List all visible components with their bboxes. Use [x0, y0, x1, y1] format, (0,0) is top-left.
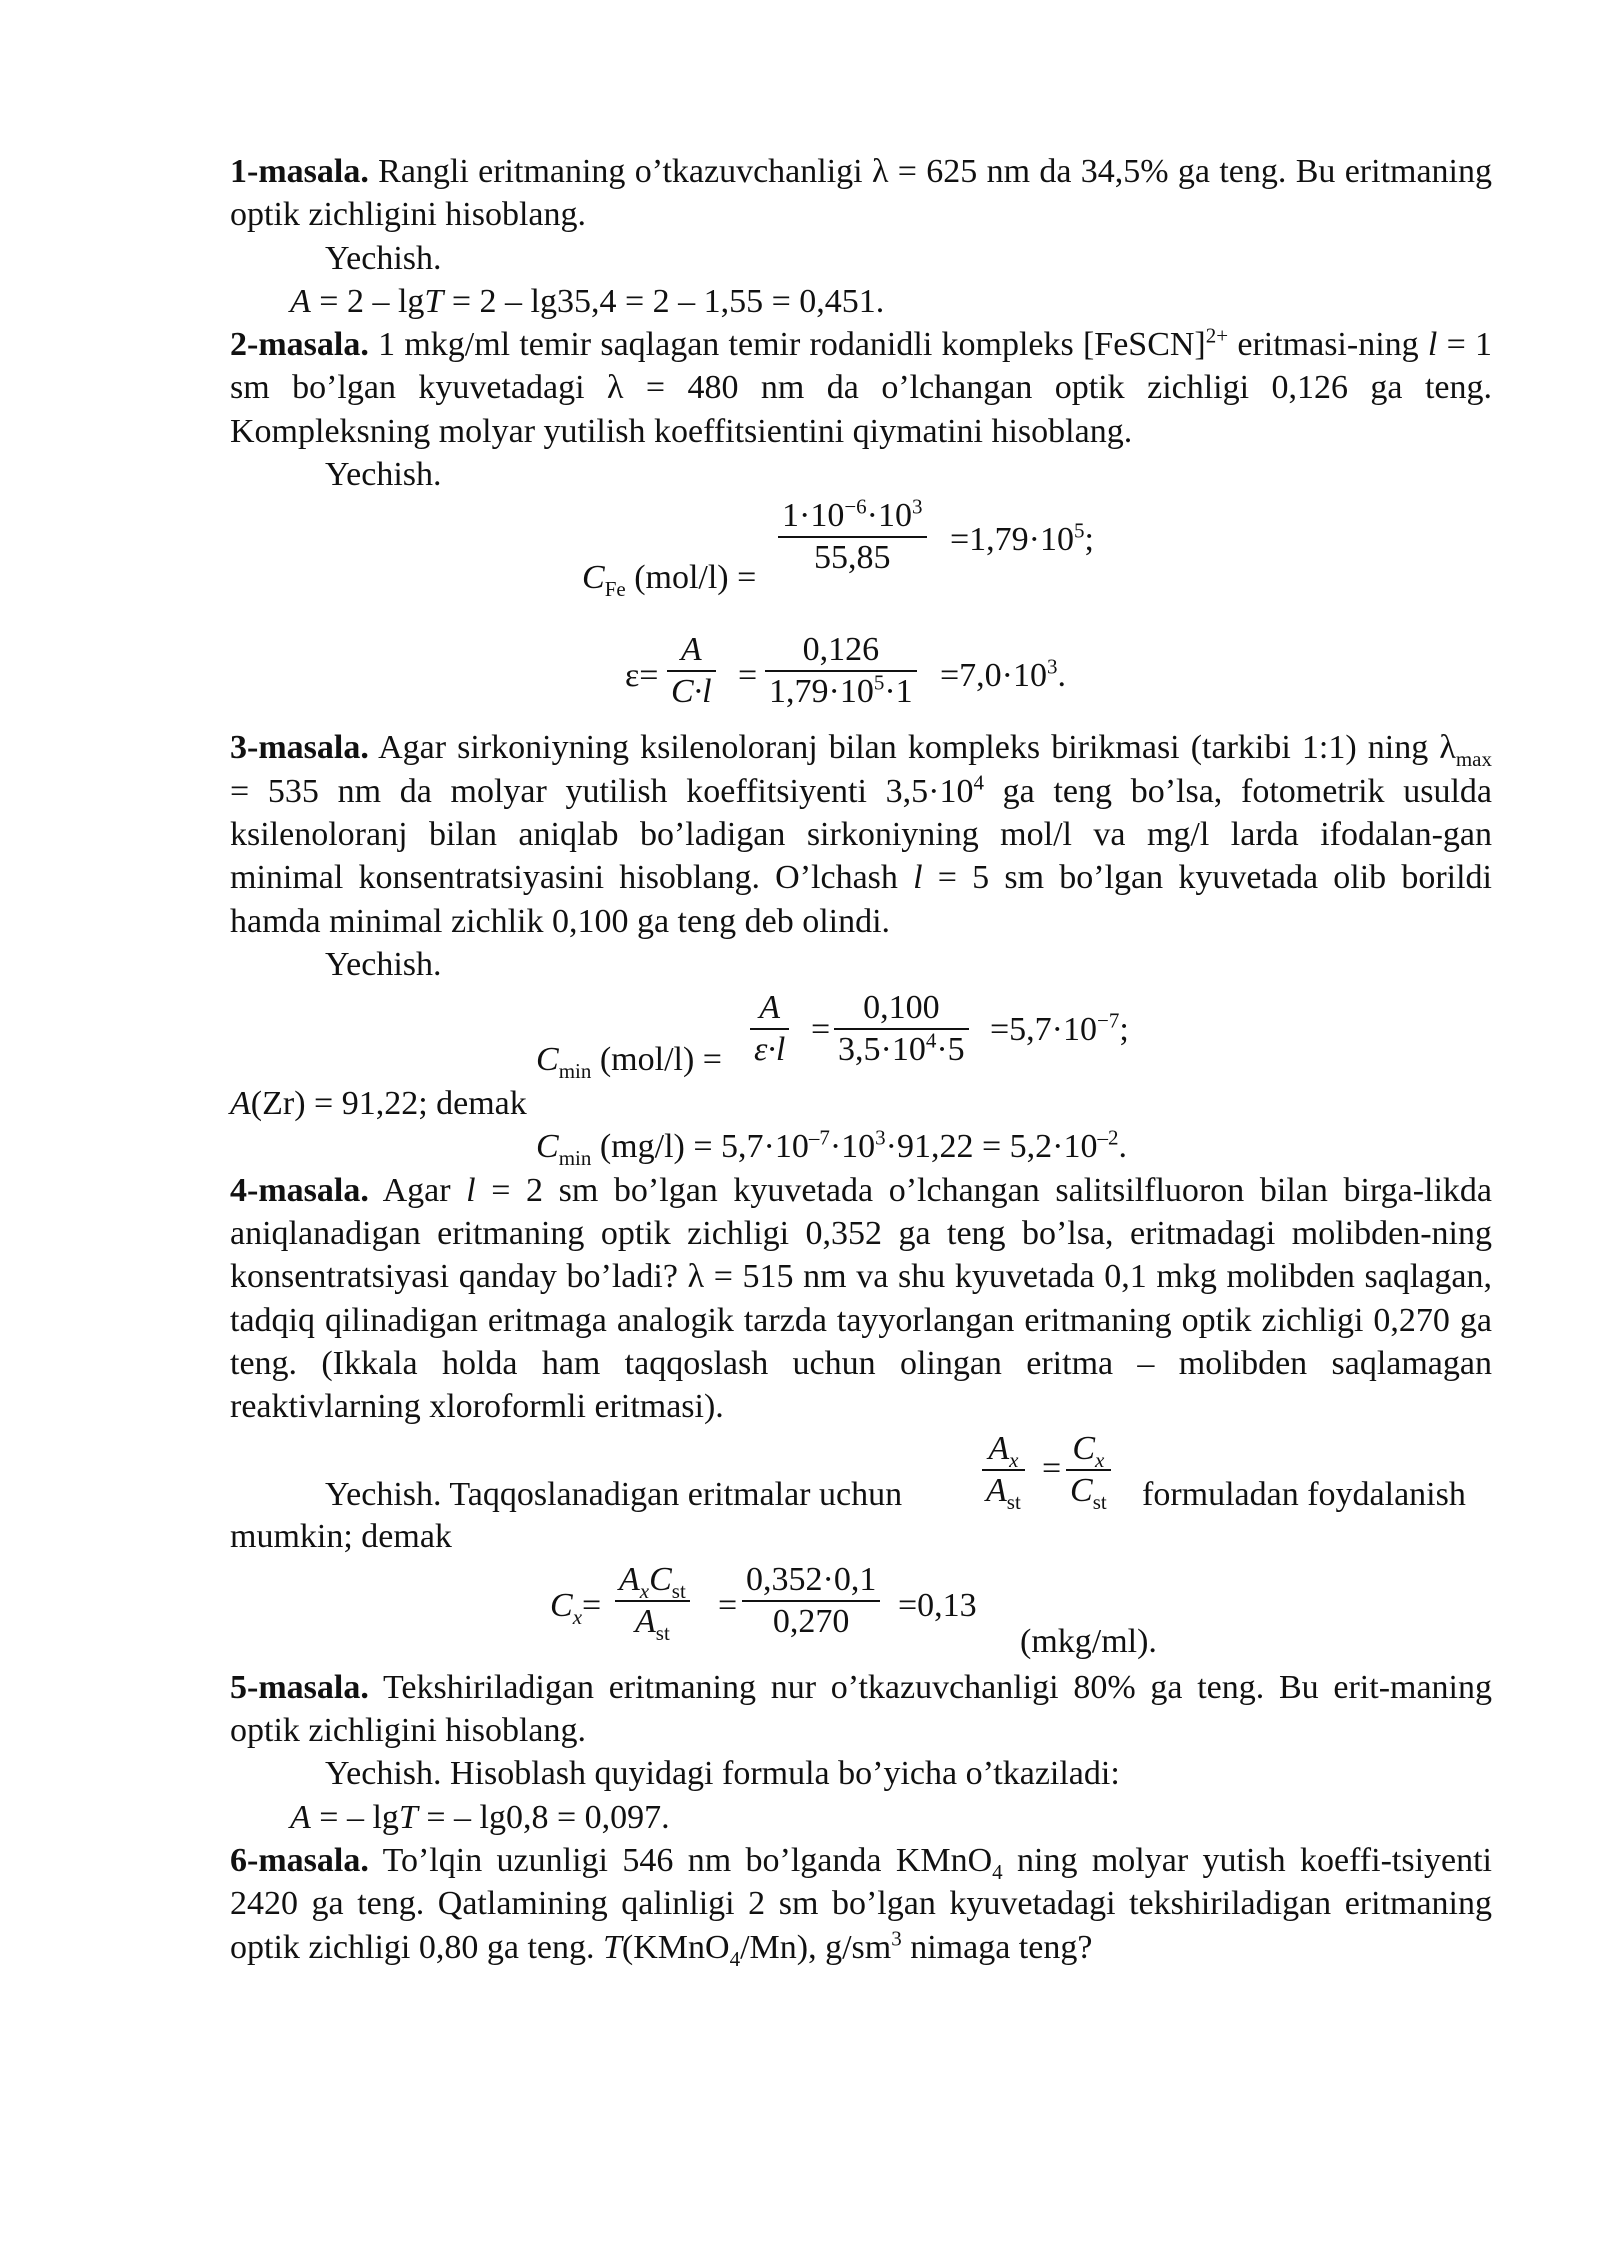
equals-sign: =	[1042, 1449, 1062, 1487]
fraction-numerator: 0,100	[834, 988, 969, 1030]
epsilon-label: ε=	[625, 657, 659, 695]
symbol-l: l	[466, 1171, 476, 1209]
problem-4-solution-text: Yechish. Taqqoslanadigan eritmalar uchun	[325, 1475, 903, 1513]
problem-6-statement: 6-masala. To’lqin uzunligi 546 nm bo’lganda KMnO$_4$ ning molyar yutish koeffi-tsiyenti 2420 ga teng. Qatlamining qalinligi 2 sm bo’lgan kyuvetadagi tekshiriladigan eritmaning optik zichligi 0,80 ga teng. T(KMnO$_4$/Mn), $g/sm^3$ nimaga teng?	[230, 1842, 1492, 1971]
cmin-fraction-1	[750, 988, 789, 1070]
problem-2-concentration-formula	[230, 496, 1492, 606]
problem-4-solution-text-2: formuladan foydalanish	[1142, 1475, 1466, 1513]
equals-sign: =	[738, 657, 758, 695]
problem-2-statement	[230, 323, 1492, 453]
fraction-denominator: $C_{st}$	[1070, 1471, 1107, 1514]
problem-4-title: 4-masala.	[230, 1171, 369, 1209]
problem-1-solution-label: Yechish.	[325, 239, 442, 277]
symbol-l: l	[1427, 326, 1438, 364]
fraction-numerator: 0,126	[765, 630, 917, 672]
epsilon-fraction-2	[765, 630, 917, 712]
cx-result: =0,13	[898, 1586, 977, 1624]
problem-3-cmin-formula	[230, 986, 1492, 1082]
ratio-fraction-c	[1066, 1429, 1111, 1514]
problem-4-statement: 4-masala. Agar l = 2 sm bo’lgan kyuvetada o’lchangan salitsilfluoron bilan birga-likda aniqlanadigan eritmaning optik zichligi 0,352 ga teng bo’lsa, eritmadagi molibden-ning konsentratsiyasi qanday bo’ladi? λ = 515 nm va shu kyuvetada 0,1 mkg molibden saqlagan, tadqiq qilinadigan eritmaga analogik tarzda tayyorlangan eritmaning optik zichligi 0,270 ga teng. (Ikkala holda ham taqqoslash uchun olingan eritma – molibden saqlamagan reaktivlarning xloroformli eritmasi).	[230, 1171, 1493, 1426]
problem-3-statement: 3-masala. Agar sirkoniyning ksilenoloranj bilan kompleks birikmasi (tarkibi 1:1) ning $\lambda_{max} = 535$ nm da molyar yutilish koeffitsiyenti $3,5\cdot 10^4$ ga teng bo’lsa, fotometrik usulda ksilenoloranj bilan aniqlab bo’ladigan sirkoniyning mol/l va mg/l larda ifodalan-gan minimal konsentratsiyasini hisoblang. O’lchash l = 5 sm bo’lgan kyuvetada olib borildi hamda minimal zichlik 0,100 ga teng deb olindi.	[230, 729, 1493, 940]
fraction-denominator: 0,270	[772, 1602, 850, 1640]
fraction-denominator: 55,85	[814, 539, 891, 577]
problem-1-statement	[230, 150, 1492, 237]
superscript: 4	[973, 770, 984, 795]
cx-unit: (mkg/ml).	[1020, 1622, 1157, 1660]
problem-4-cx-formula	[230, 1558, 1492, 1666]
formula-part: = 2 – lg35,4 = 2 – 1,55 = 0,451.	[443, 282, 885, 320]
ratio-fraction-a	[982, 1429, 1025, 1514]
text-part: 1 mkg/ml temir saqlagan temir rodanidli kompleks [FeSCN]	[378, 326, 1206, 364]
cx-label: $C_x=$	[550, 1586, 602, 1629]
problem-5-title: 5-masala.	[230, 1668, 369, 1706]
problem-1-title: 1-masala.	[230, 153, 369, 190]
fraction-denominator: $A_{st}$	[635, 1602, 670, 1645]
fraction-denominator: ε·l	[754, 1031, 786, 1069]
document-page	[230, 150, 1492, 1969]
problem-5-text: Tekshiriladigan eritmaning nur o’tkazuvchanligi 80% ga teng. Bu erit-maning optik zichligini hisoblang.	[230, 1668, 1492, 1750]
symbol-t: T	[424, 282, 444, 320]
fraction-denominator: C·l	[671, 673, 712, 711]
problem-5-formula: A = – lgT = – lg0,8 = 0,097.	[290, 1798, 670, 1836]
problem-4-solution-line	[230, 1429, 1492, 1517]
problem-5-statement	[230, 1666, 1492, 1753]
fraction-numerator: A	[667, 630, 716, 672]
fraction-numerator: $A_x$	[982, 1429, 1025, 1471]
equals-sign: =	[811, 1011, 831, 1049]
subscript: max	[1455, 747, 1492, 772]
problem-2-title: 2-masala.	[230, 326, 369, 364]
cmin-result: $=5,7\cdot 10^{-7}$;	[990, 1008, 1129, 1049]
fraction-denominator: $1,79\cdot 10^5\cdot 1$	[769, 671, 913, 711]
fraction-numerator: $C_x$	[1066, 1429, 1111, 1471]
problem-2-epsilon-formula	[230, 626, 1492, 726]
fraction-numerator: A	[750, 988, 789, 1030]
problem-3-atomic-mass: A(Zr) = 91,22; demak	[230, 1085, 527, 1123]
problem-4-solution-text-3: mumkin; demak	[230, 1517, 452, 1555]
problem-5-solution-label: Yechish. Hisoblash quyidagi formula bo’yicha o’tkaziladi:	[325, 1755, 1120, 1793]
problem-3-solution-label: Yechish.	[325, 945, 442, 983]
cfe-label: $C_{Fe}$ (mol/l) =	[582, 559, 757, 602]
fraction-numerator: 0,352·0,1	[742, 1560, 880, 1602]
epsilon-result: $=7,0\cdot 10^3$.	[940, 655, 1066, 695]
problem-1-formula	[230, 280, 1492, 323]
text-part: eritmasi-ning	[1228, 326, 1428, 364]
cx-fraction-2	[742, 1560, 880, 1642]
symbol-a: A	[290, 282, 311, 320]
cmin-fraction-2	[834, 988, 969, 1070]
problem-2-solution-label: Yechish.	[325, 456, 442, 494]
text-part: = 1 sm bo’lgan kyuvetadagi λ = 480 nm da o’lchangan optik zichligi 0,126 ga teng. Kompleksning molyar yutilish koeffitsientini qiymatini hisoblang.	[230, 326, 1493, 450]
problem-6-title: 6-masala.	[230, 1842, 369, 1880]
cmin-label: $C_{min}$ (mol/l) =	[536, 1041, 722, 1083]
fraction-denominator: $A_{st}$	[986, 1471, 1021, 1514]
cx-fraction-1	[615, 1560, 690, 1645]
fraction-numerator: $A_xC_{st}$	[615, 1560, 690, 1602]
superscript: 2+	[1205, 323, 1229, 348]
equals-sign: =	[718, 1586, 738, 1624]
fraction-numerator: $1\cdot 10^{-6}\cdot 10^3$	[778, 496, 927, 538]
problem-3-title: 3-masala.	[230, 729, 369, 767]
epsilon-fraction-1	[667, 630, 716, 712]
cfe-result: $=1,79\cdot 10^5$;	[950, 519, 1094, 559]
fraction-denominator: $3,5\cdot 10^4\cdot 5$	[838, 1028, 965, 1069]
problem-3-mg-formula: $C_{min}$ $(mg/l) = 5,7\cdot 10^{-7}\cdot 10^3\cdot 91,22 = 5,2\cdot 10^{-2}$.	[536, 1126, 1127, 1171]
problem-1-text: Rangli eritmaning o’tkazuvchanligi λ = 625 nm da 34,5% ga teng. Bu eritmaning optik zichligini hisoblang.	[230, 153, 1493, 234]
symbol-l: l	[913, 859, 923, 897]
formula-part: = 2 – lg	[310, 282, 425, 320]
cfe-fraction	[778, 496, 927, 578]
